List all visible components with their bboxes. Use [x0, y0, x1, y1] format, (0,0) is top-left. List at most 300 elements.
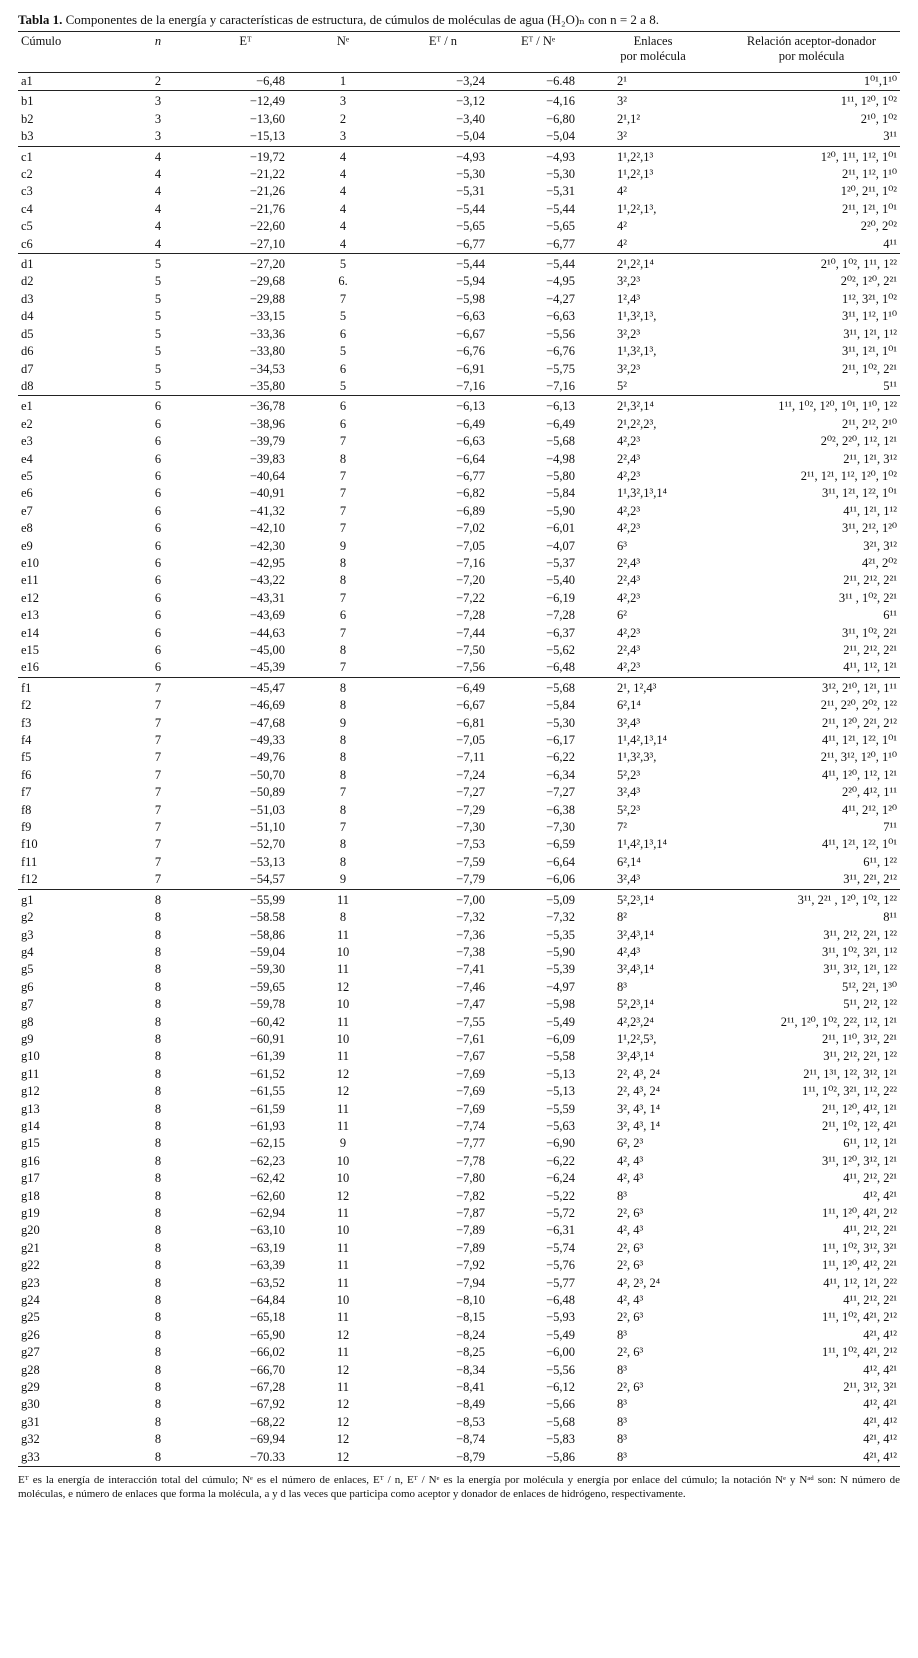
cell-et: −42,30 — [249, 538, 285, 553]
cell-enlaces: 8³ — [617, 1188, 627, 1203]
table-row — [18, 1066, 900, 1083]
cell-et-n: −7,41 — [456, 962, 485, 977]
cell-et-n: −7,79 — [456, 872, 485, 887]
cell-ne: 8 — [339, 555, 347, 570]
cell-ne: 3 — [339, 129, 347, 144]
cell-n: 7 — [154, 802, 162, 817]
cell-ne: 12 — [293, 1449, 393, 1467]
cell-et-n: −5,44 — [393, 254, 493, 274]
cell-cumulo: c3 — [21, 184, 33, 199]
table-row — [18, 767, 900, 784]
cell-et-n: −7,74 — [456, 1118, 485, 1133]
cell-enlaces: 2²,4³ — [617, 573, 641, 588]
cell-et-n: −7,89 — [456, 1223, 485, 1238]
cell-et-ne: −5,56 — [546, 1362, 575, 1377]
cell-relacion: 3¹¹, 1⁰², 3²¹, 1¹² — [822, 944, 897, 959]
cell-ne: 4 — [339, 201, 347, 216]
cell-n: 6 — [154, 538, 162, 553]
cell-et-ne: −7,16 — [546, 378, 575, 393]
cell-cumulo: g17 — [21, 1171, 40, 1186]
cell-et: −63,39 — [249, 1258, 285, 1273]
cell-enlaces: 1¹,4²,1³,1⁴ — [617, 733, 667, 748]
cell-cumulo: g30 — [21, 1397, 40, 1412]
cell-et: −41,32 — [249, 503, 285, 518]
cell-ne: 8 — [339, 767, 347, 782]
cell-et-ne: −5,83 — [546, 1432, 575, 1447]
cell-enlaces: 3² — [617, 129, 627, 144]
cell-n: 8 — [154, 1345, 162, 1360]
table-row — [18, 590, 900, 607]
table-row — [18, 433, 900, 450]
cell-enlaces: 4²,2³ — [617, 503, 641, 518]
cell-cumulo: e15 — [21, 643, 40, 657]
cell-et: −65,90 — [249, 1327, 285, 1342]
cell-enlaces: 4²,2³,2⁴ — [617, 1014, 654, 1029]
cell-et-ne: −5,93 — [546, 1310, 575, 1325]
cell-et-n: −8,15 — [456, 1310, 485, 1325]
cell-enlaces: 8² — [617, 910, 627, 925]
cell-et-n: −7,00 — [393, 889, 493, 909]
cell-relacion: 4²¹, 4¹² — [863, 1432, 897, 1447]
cell-et-ne: −6,37 — [546, 625, 575, 640]
cell-ne: 6 — [339, 361, 347, 376]
cell-n: 7 — [118, 677, 198, 697]
table-row — [18, 642, 900, 659]
cell-cumulo: g2 — [21, 910, 34, 925]
cell-enlaces: 3², 4³, 1⁴ — [617, 1118, 661, 1133]
cell-et: −21,22 — [249, 167, 285, 182]
cell-et: −61,93 — [249, 1118, 285, 1133]
cell-et: −45,47 — [198, 677, 293, 697]
cell-ne: 12 — [336, 1432, 350, 1447]
cell-relacion: 4¹¹, 1²¹, 1²², 1⁰¹ — [822, 733, 897, 748]
cell-cumulo: f11 — [21, 854, 38, 869]
cell-n: 8 — [154, 1223, 162, 1238]
cell-cumulo: g18 — [21, 1188, 40, 1203]
cell-enlaces: 1¹,3²,1³, — [617, 344, 657, 359]
cell-ne: 10 — [336, 1223, 350, 1238]
cell-relacion: 7¹¹ — [883, 820, 897, 835]
cell-et: −63,10 — [249, 1223, 285, 1238]
cell-et-n: −7,78 — [456, 1153, 485, 1168]
table-row — [18, 854, 900, 871]
cell-ne: 7 — [339, 590, 347, 605]
cell-et-ne: −5,56 — [546, 326, 575, 341]
cell-enlaces: 2¹,2²,2³, — [617, 416, 657, 431]
cell-et: −51,03 — [249, 802, 285, 817]
cell-et: −52,70 — [249, 837, 285, 852]
cell-et-n: −7,05 — [456, 733, 485, 748]
cell-et-n: −8,10 — [456, 1293, 485, 1308]
cell-cumulo: b1 — [18, 91, 118, 111]
cell-ne: 8 — [339, 643, 347, 657]
cell-cumulo: g32 — [21, 1432, 40, 1447]
cell-cumulo: f3 — [21, 715, 32, 730]
cell-relacion: 4²¹, 4¹² — [723, 1449, 900, 1467]
cell-et: −53,13 — [249, 854, 285, 869]
cell-et: −59,30 — [249, 962, 285, 977]
cell-et: −60,91 — [249, 1031, 285, 1046]
cell-et-ne: −7,32 — [546, 910, 575, 925]
cell-cumulo: e9 — [21, 538, 33, 553]
cell-relacion: 2¹⁰, 1⁰² — [860, 111, 897, 126]
cell-et-n: −8,41 — [456, 1380, 485, 1395]
cell-ne: 11 — [336, 1118, 350, 1133]
cell-et-ne: −5,65 — [546, 219, 575, 234]
cell-et-ne: −5,68 — [493, 677, 583, 697]
cell-enlaces: 2², 6³ — [617, 1258, 644, 1273]
cell-relacion: 1¹¹, 1²⁰, 4¹², 2²¹ — [822, 1258, 897, 1273]
table-row — [18, 677, 900, 697]
cell-cumulo: f4 — [21, 733, 32, 748]
cell-et-n: −7,36 — [456, 927, 485, 942]
cell-relacion: 1¹¹, 1⁰², 3¹², 3²¹ — [822, 1240, 897, 1255]
cell-et: −12,49 — [198, 91, 293, 111]
cell-cumulo: f12 — [21, 872, 38, 887]
cell-n: 6 — [154, 416, 162, 431]
cell-n: 3 — [154, 111, 162, 126]
cell-enlaces: 3² — [583, 91, 723, 111]
cell-ne: 8 — [339, 910, 347, 925]
cell-enlaces: 3²,4³ — [617, 715, 641, 730]
cell-et-ne: −5,63 — [546, 1118, 575, 1133]
cell-et-n: −7,29 — [456, 802, 485, 817]
cell-cumulo: e6 — [21, 486, 33, 501]
cell-et-n: −8,74 — [456, 1432, 485, 1447]
cell-ne: 5 — [293, 254, 393, 274]
cell-ne: 7 — [339, 521, 347, 536]
cell-et: −64,84 — [249, 1293, 285, 1308]
table-row — [18, 378, 900, 396]
cell-relacion: 4²¹, 2⁰² — [861, 555, 897, 570]
cell-et: −58,86 — [249, 927, 285, 942]
cell-et-n: −5,30 — [456, 167, 485, 182]
cell-ne: 10 — [336, 1031, 350, 1046]
cell-relacion: 4¹¹, 1²⁰, 1¹², 1²¹ — [822, 767, 897, 782]
cell-enlaces: 3²,4³,1⁴ — [617, 927, 654, 942]
cell-n: 5 — [154, 309, 162, 324]
cell-relacion: 3¹¹, 1²¹, 1²², 1⁰¹ — [822, 486, 897, 501]
cell-et-n: −7,32 — [456, 910, 485, 925]
cell-relacion: 2¹¹, 3¹², 3²¹ — [843, 1380, 897, 1395]
cell-relacion: 4¹², 4²¹ — [863, 1188, 897, 1203]
cell-ne: 7 — [339, 785, 347, 800]
table-page — [18, 12, 900, 1512]
table-row — [18, 451, 900, 468]
cell-relacion: 3¹¹, 1²⁰, 3¹², 1²¹ — [822, 1153, 897, 1168]
cell-ne: 12 — [336, 1414, 350, 1429]
cell-n: 7 — [154, 872, 162, 887]
cell-n: 8 — [154, 1066, 162, 1081]
cell-relacion: 1¹¹, 1⁰², 1²⁰, 1⁰¹, 1¹⁰, 1²² — [723, 396, 900, 416]
cell-n: 5 — [154, 274, 162, 289]
cell-ne: 5 — [339, 378, 347, 393]
table-row — [18, 836, 900, 853]
cell-cumulo: c1 — [18, 146, 118, 166]
cell-cumulo: e16 — [21, 660, 40, 675]
cell-n: 7 — [154, 733, 162, 748]
cell-cumulo: d6 — [21, 344, 34, 359]
cell-et-n: −8,34 — [456, 1362, 485, 1377]
cell-et-n: −6,77 — [456, 236, 485, 251]
cell-et-ne: −6,76 — [546, 344, 575, 359]
cell-cumulo: f1 — [18, 677, 118, 697]
cell-et-n: −7,56 — [456, 660, 485, 675]
cell-et-n: −7,59 — [456, 854, 485, 869]
cell-ne: 4 — [339, 236, 347, 251]
table-row — [18, 218, 900, 235]
cell-et-ne: −6.48 — [546, 74, 575, 88]
cell-enlaces: 3²,4³,1⁴ — [617, 962, 654, 977]
cell-ne: 8 — [339, 802, 347, 817]
cell-cumulo: d1 — [18, 254, 118, 274]
cell-enlaces: 4², 4³ — [617, 1223, 644, 1238]
cell-n: 8 — [154, 1014, 162, 1029]
cell-relacion: 3¹¹, 3¹², 1²¹, 1²² — [823, 962, 897, 977]
cell-ne: 8 — [339, 837, 347, 852]
cell-cumulo: d7 — [21, 361, 34, 376]
cell-n: 6 — [154, 486, 162, 501]
cell-relacion: 3¹¹, 2¹², 2²¹, 1²² — [823, 1049, 897, 1064]
cell-ne: 10 — [336, 944, 350, 959]
cell-cumulo: g16 — [21, 1153, 40, 1168]
cell-cumulo: e10 — [21, 555, 40, 570]
table-row — [18, 819, 900, 836]
cell-et: −62,60 — [249, 1188, 285, 1203]
cell-et-ne: −6,90 — [546, 1136, 575, 1151]
cell-relacion: 4¹¹, 1¹², 1²¹, 2²² — [823, 1275, 897, 1290]
table-row — [18, 468, 900, 485]
cell-et-n: −6,49 — [393, 677, 493, 697]
cell-cumulo: e11 — [21, 573, 39, 588]
cell-et-ne: −6,12 — [546, 1380, 575, 1395]
cell-et: −49,76 — [249, 750, 285, 765]
cell-enlaces: 4²,4³ — [617, 944, 641, 959]
cell-n: 8 — [154, 1101, 162, 1116]
table-row — [18, 520, 900, 537]
cell-ne: 7 — [339, 503, 347, 518]
cell-et: −34,53 — [249, 361, 285, 376]
cell-relacion: 2¹¹, 1²⁰, 4¹², 1²¹ — [822, 1101, 897, 1116]
cell-n: 7 — [154, 767, 162, 782]
table-row — [18, 128, 900, 146]
cell-et-ne: −6,19 — [546, 590, 575, 605]
table-row — [18, 1379, 900, 1396]
cell-n: 8 — [154, 1206, 162, 1220]
cell-enlaces: 3², 4³, 1⁴ — [617, 1101, 661, 1116]
cell-cumulo: g28 — [21, 1362, 40, 1377]
cell-n: 6 — [154, 608, 162, 623]
cell-et: −36,78 — [198, 396, 293, 416]
cell-et: −40,91 — [249, 486, 285, 501]
cell-et-ne: −6,64 — [546, 854, 575, 869]
cell-et-n: −8,49 — [456, 1397, 485, 1412]
table-row — [18, 607, 900, 624]
cell-et-ne: −4,93 — [493, 146, 583, 166]
cell-enlaces: 5² — [617, 378, 627, 393]
table-row — [18, 1257, 900, 1274]
cell-enlaces: 2², 4³, 2⁴ — [617, 1084, 661, 1099]
cell-n: 7 — [154, 750, 162, 765]
cell-et-ne: −5,62 — [546, 643, 575, 657]
cell-et: −54,57 — [249, 872, 285, 887]
cell-et-n: −8,53 — [456, 1414, 485, 1429]
table-row — [18, 308, 900, 325]
cell-relacion: 3¹¹, 1¹², 1¹⁰ — [842, 309, 897, 324]
cell-n: 6 — [154, 660, 162, 675]
cell-cumulo: g31 — [21, 1414, 40, 1429]
cell-cumulo: g22 — [21, 1258, 40, 1273]
cell-ne: 7 — [339, 820, 347, 835]
cell-et-n: −7,05 — [456, 538, 485, 553]
table-row — [18, 802, 900, 819]
cell-et-ne: −6,48 — [546, 1293, 575, 1308]
table-footnote: Eᵀ es la energía de interacción total del cúmulo; Nᵉ es el número de enlaces, Eᵀ / n, Eᵀ / Nᵉ es la energía por molécula y energía por enlace del cúmulo; la notación Nᵉ y Nᵃᵈ son: N número de moléculas, e número de enlaces que forma la molécula, a y d las veces que participa como aceptor y donador de enlaces de hidrógeno, respectivamente. — [18, 1474, 900, 1501]
cell-relacion: 5¹¹, 2¹², 1²² — [843, 997, 897, 1012]
cell-cumulo: c6 — [21, 236, 33, 251]
cell-ne: 8 — [339, 573, 347, 588]
cell-ne: 11 — [336, 1380, 350, 1395]
cell-cumulo: g29 — [21, 1380, 40, 1395]
table-row — [18, 697, 900, 714]
cell-n: 8 — [154, 1084, 162, 1099]
cell-et: −43,69 — [249, 608, 285, 623]
cell-ne: 6 — [339, 608, 347, 623]
cell-enlaces: 3²,2³ — [617, 274, 641, 289]
cell-et: −66,02 — [249, 1345, 285, 1360]
cell-et-ne: −4,16 — [493, 91, 583, 111]
cell-et: −43,31 — [249, 590, 285, 605]
cell-et: −22,60 — [249, 219, 285, 234]
cell-et: −59,04 — [249, 944, 285, 959]
cell-et-n: −7,82 — [456, 1188, 485, 1203]
cell-enlaces: 3²,2³ — [617, 361, 641, 376]
cell-et-ne: −5,37 — [546, 555, 575, 570]
cell-relacion: 2¹¹, 2¹², 2²¹ — [843, 573, 897, 588]
cell-n: 8 — [154, 1275, 162, 1290]
cell-n: 8 — [154, 997, 162, 1012]
cell-ne: 4 — [339, 184, 347, 199]
table-row — [18, 1275, 900, 1292]
cell-et-ne: −5,30 — [546, 167, 575, 182]
cell-relacion: 2²⁰, 2⁰² — [860, 219, 897, 234]
cell-et: −47,68 — [249, 715, 285, 730]
cell-n: 8 — [154, 1380, 162, 1395]
cell-ne: 6 — [339, 326, 347, 341]
cell-et-n: −7,16 — [456, 378, 485, 393]
cell-enlaces: 2²,4³ — [617, 451, 641, 466]
cell-n: 8 — [154, 944, 162, 959]
cell-et-ne: −6,38 — [546, 802, 575, 817]
cell-enlaces: 1¹,4²,1³,1⁴ — [617, 837, 667, 852]
table-row — [18, 1449, 900, 1467]
cell-n: 6 — [154, 503, 162, 518]
cell-ne: 11 — [336, 927, 350, 942]
cell-cumulo: e2 — [21, 416, 33, 431]
cell-n: 8 — [154, 1188, 162, 1203]
cell-et-n: −8,79 — [393, 1449, 493, 1467]
cell-cumulo: g4 — [21, 944, 34, 959]
cell-n: 5 — [154, 361, 162, 376]
cell-cumulo: e8 — [21, 521, 33, 536]
cell-relacion: 3¹¹, 1⁰², 2²¹ — [842, 625, 897, 640]
cell-relacion: 2¹¹, 2²⁰, 2⁰², 1²² — [820, 698, 897, 713]
cell-relacion: 2¹¹, 1¹², 1¹⁰ — [842, 167, 897, 182]
cell-relacion: 4¹¹, 2¹², 2²¹ — [843, 1293, 897, 1308]
cell-ne: 10 — [336, 1171, 350, 1186]
cell-et-ne: −6,24 — [546, 1171, 575, 1186]
cell-ne: 7 — [339, 660, 347, 675]
table-body — [18, 73, 900, 1467]
table-row — [18, 555, 900, 572]
table-row — [18, 201, 900, 218]
cell-ne: 11 — [293, 889, 393, 909]
cell-et-ne: −5,74 — [546, 1240, 575, 1255]
cell-cumulo: d3 — [21, 291, 34, 306]
cell-n: 6 — [154, 468, 162, 483]
cell-ne: 8 — [339, 750, 347, 765]
table-row — [18, 1344, 900, 1361]
cell-n: 7 — [154, 837, 162, 852]
table-row — [18, 166, 900, 183]
cell-et: −60,42 — [249, 1014, 285, 1029]
cell-relacion: 8¹¹ — [883, 910, 897, 925]
cell-et-ne: −5,30 — [546, 715, 575, 730]
cell-enlaces: 2², 6³ — [617, 1345, 644, 1360]
cell-et-ne: −6,09 — [546, 1031, 575, 1046]
cell-relacion: 2⁰², 2²⁰, 1¹², 1²¹ — [820, 434, 897, 449]
table-row — [18, 1170, 900, 1187]
cell-et-n: −7,22 — [456, 590, 485, 605]
header-et: Eᵀ — [239, 34, 252, 48]
cell-et-ne: −5,35 — [546, 927, 575, 942]
table-row — [18, 343, 900, 360]
cell-ne: 9 — [339, 872, 347, 887]
cell-ne: 4 — [293, 146, 393, 166]
cell-et-n: −7,24 — [456, 767, 485, 782]
cell-relacion: 1¹¹, 1⁰², 4²¹, 2¹² — [822, 1345, 897, 1360]
table-row — [18, 961, 900, 978]
cell-et-ne: −5,90 — [546, 944, 575, 959]
cell-et-n: −7,11 — [456, 750, 485, 765]
cell-enlaces: 1¹,3²,3³, — [617, 750, 657, 765]
cell-relacion: 3¹¹ — [883, 129, 897, 144]
cell-ne: 8 — [339, 854, 347, 869]
cell-et-ne: −6,49 — [546, 416, 575, 431]
cell-cumulo: g9 — [21, 1031, 34, 1046]
cell-cumulo: f2 — [21, 698, 32, 713]
cell-et: −35,80 — [249, 378, 285, 393]
header-et-n: Eᵀ / n — [428, 34, 458, 48]
cell-cumulo: g3 — [21, 927, 34, 942]
table-row — [18, 1118, 900, 1135]
cell-et: −43,22 — [249, 573, 285, 588]
cell-ne: 12 — [336, 1362, 350, 1377]
header-enlaces: Enlaces por molécula — [620, 34, 686, 63]
cell-et: −46,69 — [249, 698, 285, 713]
cell-enlaces: 4²,2³ — [617, 660, 641, 675]
cell-relacion: 2⁰², 1²⁰, 2²¹ — [840, 274, 897, 289]
cell-et: −59,65 — [249, 979, 285, 994]
cell-enlaces: 8³ — [617, 979, 627, 994]
cell-relacion: 6¹¹, 1²² — [863, 854, 897, 869]
cell-enlaces: 1¹,2²,1³ — [617, 167, 654, 182]
cell-enlaces: 1¹,2²,1³ — [583, 146, 723, 166]
table-header — [18, 32, 900, 73]
cell-ne: 7 — [339, 468, 347, 483]
table-row — [18, 909, 900, 926]
cell-cumulo: b3 — [21, 129, 34, 144]
